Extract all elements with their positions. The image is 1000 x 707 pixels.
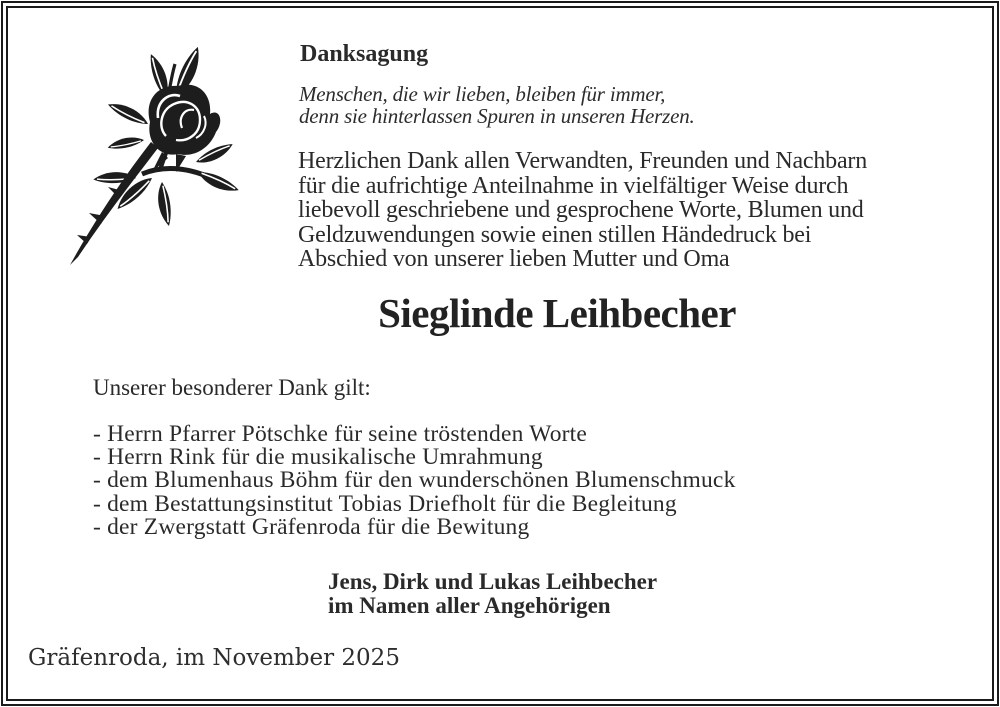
thanks-paragraph [298,149,867,272]
thanks-paragraph-line: liebevoll geschriebene und gesprochene Worte, Blumen und [298,197,864,223]
notice-type-label: Danksagung [300,41,429,67]
memorial-verse [299,84,695,127]
special-thanks-item: - Herrn Pfarrer Pötschke für seine tröstenden Worte [93,421,588,447]
signature-line: im Namen aller Angehörigen [328,593,611,618]
special-thanks-intro: Unserer besonderer Dank gilt: [93,375,371,400]
memorial-verse-line: denn sie hinterlassen Spuren in unseren Herzen. [299,103,695,128]
special-thanks-item: - Herrn Rink für die musikalische Umrahmung [93,444,543,471]
special-thanks-list [93,423,736,539]
thanks-paragraph-line: für die aufrichtige Anteilnahme in vielfältiger Weise durch [298,172,849,199]
special-thanks-item: - dem Bestattungsinstitut Tobias Driefholt für die Begleitung [93,490,677,517]
thanks-paragraph-line: Herzlichen Dank allen Verwandten, Freunden und Nachbarn [298,148,868,174]
special-thanks-item: - der Zwergstatt Gräfenroda für die Bewitung [93,513,530,540]
deceased-name-row [157,289,957,337]
memorial-verse-line: Menschen, die wir lieben, bleiben für immer, [299,82,666,106]
rose-icon [56,46,246,271]
signature-block [328,570,657,618]
special-thanks-item: - dem Blumenhaus Böhm für den wunderschönen Blumenschmuck [93,467,736,494]
dateline: Gräfenroda, im November 2025 [28,645,400,671]
deceased-name: Sieglinde Leihbecher [378,290,736,336]
thanks-paragraph-line: Geldzuwendungen sowie einen stillen Händedruck bei [298,221,812,248]
thanks-paragraph-line: Abschied von unserer lieben Mutter und Oma [298,246,730,272]
signature-line: Jens, Dirk und Lukas Leihbecher [328,569,658,594]
